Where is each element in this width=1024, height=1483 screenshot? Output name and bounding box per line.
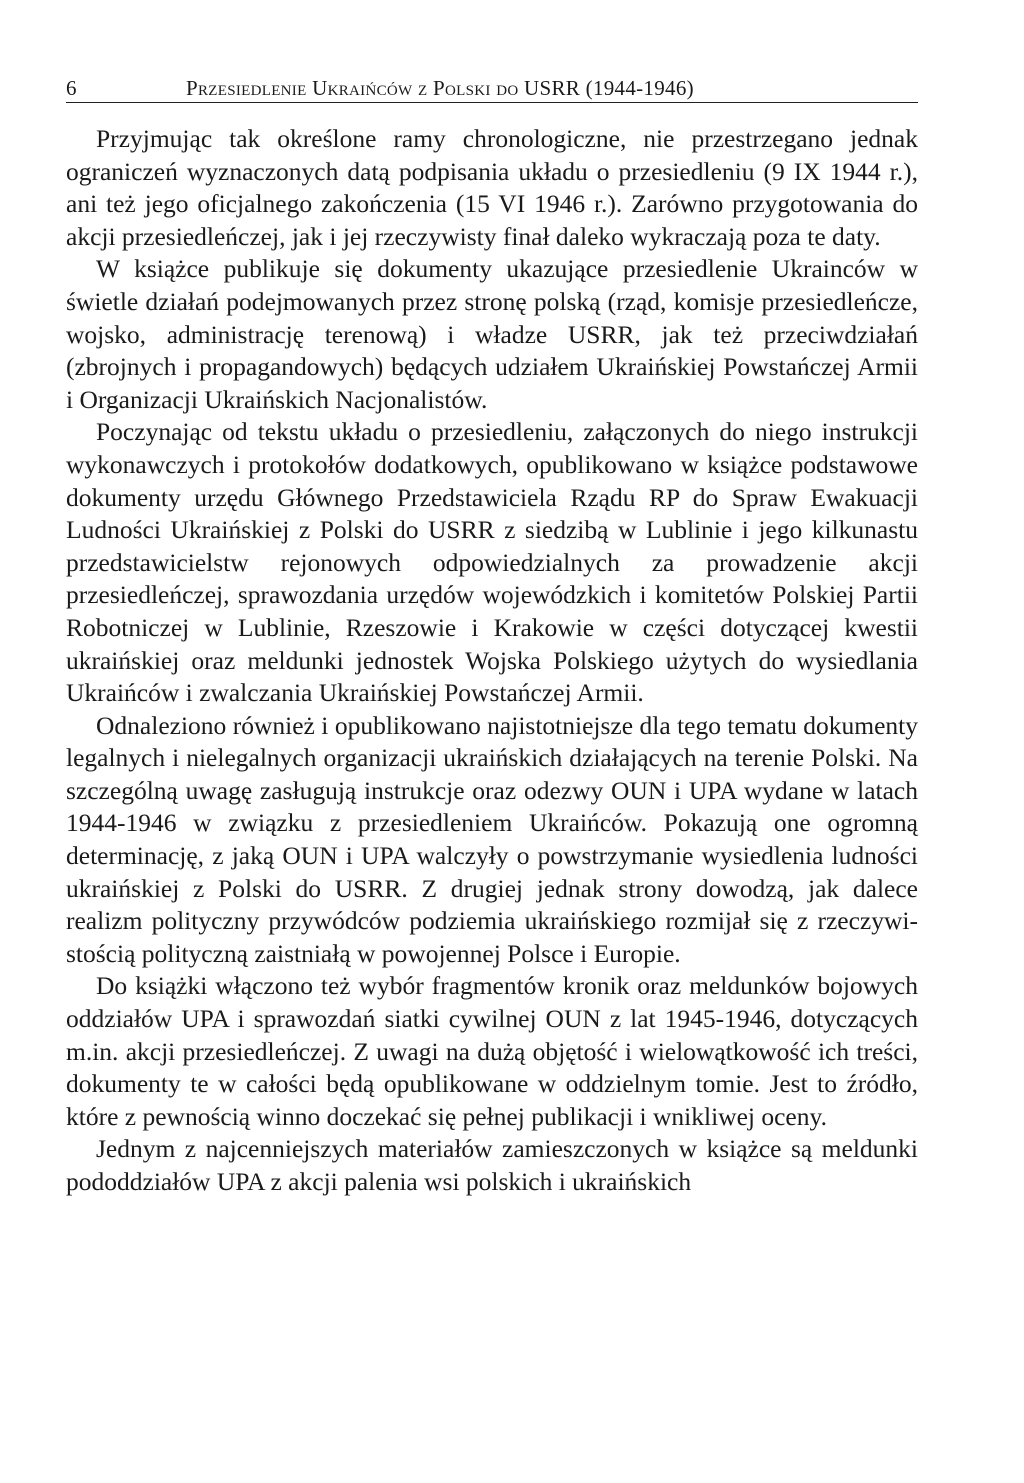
body-text <box>66 123 918 1199</box>
paragraph: Odnaleziono również i opublikowano najistotniejsze dla tego tematu dokumenty legalnych i nielegalnych organizacji ukraińskich działających na terenie Polski. Na szczególną uwagę zasługują instrukcje oraz odezwy OUN i UPA wydane w latach 1944-1946 w związku z przesiedleniem Ukraińców. Pokazują one ogromną determinację, z jaką OUN i UPA walczyły o powstrzymanie wysiedlenia ludności ukraińskiej z Polski do USRR. Z drugiej jednak strony dowodzą, jak dalece realizm polityczny przywódców podziemia ukraińskiego rozmijał się z rzeczywistością polityczną zaistniałą w powojennej Polsce i Europie. <box>66 710 918 968</box>
running-header <box>66 74 918 103</box>
paragraph: W książce publikuje się dokumenty ukazujące przesiedlenie Ukrainców w świetle działań podejmowanych przez stronę polską (rząd, komisje przesiedleńcze, wojsko, administrację terenową) i władze USRR, jak też przeciwdziałań (zbrojnych i propagandowych) będących udziałem Ukraińskiej Powstańczej Armii i Organizacji Ukraińskich Nacjonalistów. <box>66 254 918 414</box>
paragraph: Poczynając od tekstu układu o przesiedleniu, załączonych do niego instrukcji wykonawczych i protokołów dodatkowych, opublikowano w książce podstawowe dokumenty urzędu Głównego Przedstawiciela Rządu RP do Spraw Ewakuacji Ludności Ukraińskiej z Polski do USRR z siedzibą w Lublinie i jego kilkunastu przedstawicielstw rejonowych odpowiedzialnych za prowadzenie akcji przesiedleńczej, sprawozdania urzędów wojewódzkich i komitetów Polskiej Partii Robotniczej w Lublinie, Rzeszowie i Krakowie w części dotyczącej kwestii ukraińskiej oraz meldunki jednostek Wojska Polskiego użytych do wysiedlania Ukraińców i zwalczania Ukraińskiej Powstańczej Armii. <box>66 417 918 708</box>
running-title: Przesiedlenie Ukraińców z Polski do USRR (1944-1946) <box>186 76 694 100</box>
paragraph: Jednym z najcenniejszych materiałów zamieszczonych w książce są meldunki pododdziałów UPA z akcji palenia wsi polskich i ukraińskich <box>66 1134 918 1196</box>
book-page <box>66 74 918 1199</box>
page-number: 6 <box>66 76 77 100</box>
paragraph: Do książki włączono też wybór fragmentów kronik oraz meldunków bojowych oddziałów UPA i sprawozdań siatki cywilnej OUN z lat 1945-1946, dotyczących m.in. akcji przesiedleńczej. Z uwagi na dużą objętość i wielowątkowość ich treści, dokumenty te w całości będą opublikowane w oddzielnym tomie. Jest to źródło, które z pewnością winno doczekać się pełnej publikacji i wnikliwej oceny. <box>66 971 918 1131</box>
paragraph: Przyjmując tak określone ramy chronologiczne, nie przestrzegano jednak ograniczeń wyznaczonych datą podpisania układu o przesiedleniu (9 IX 1944 r.), ani też jego oficjalnego zakończenia (15 VI 1946 r.). Zarówno przygotowania do akcji przesiedleńczej, jak i jej rzeczywisty finał daleko wykraczają poza te daty. <box>66 124 918 251</box>
